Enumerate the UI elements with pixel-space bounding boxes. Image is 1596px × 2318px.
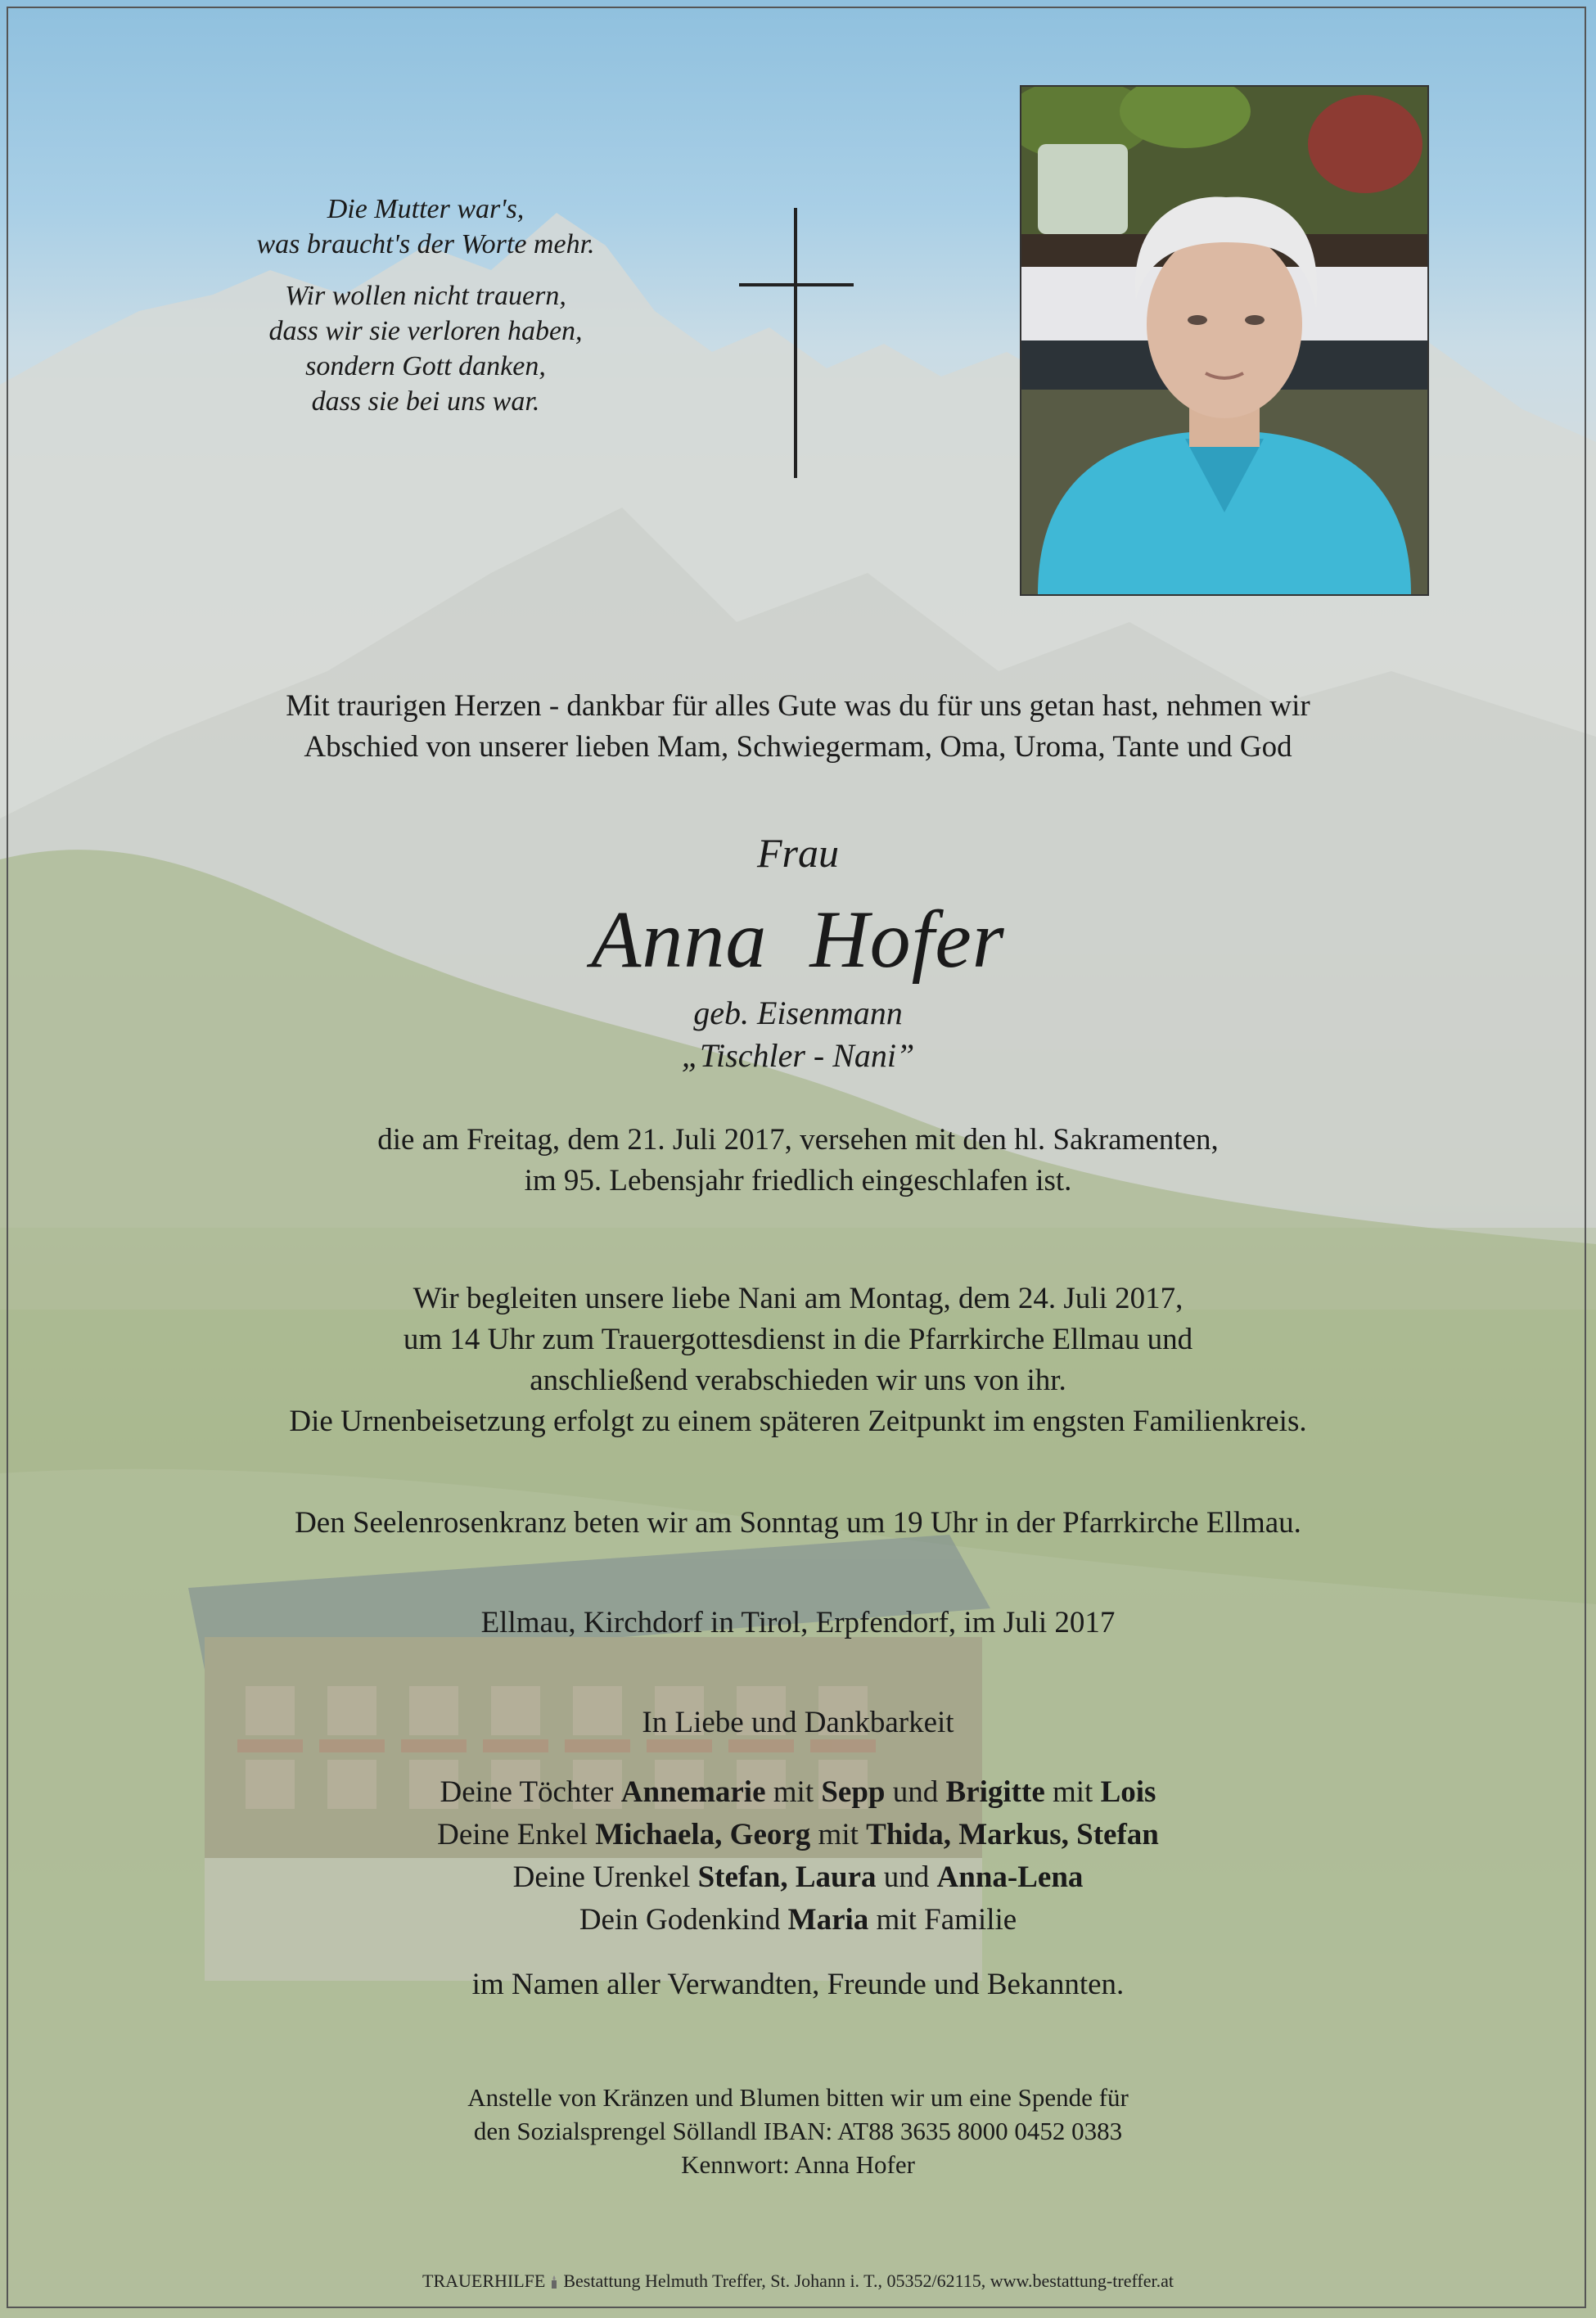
portrait-illustration [1021, 87, 1427, 594]
cross-icon [794, 208, 797, 478]
family-text: Deine Enkel [437, 1818, 596, 1851]
verse-block [147, 192, 704, 419]
place-date: Ellmau, Kirchdorf in Tirol, Erpfendorf, im Juli 2017 [480, 1606, 1116, 1639]
salutation: Frau [757, 830, 839, 876]
closing-line: In Liebe und Dankbarkeit [642, 1706, 954, 1739]
verse-line: Die Mutter war's, [327, 194, 525, 224]
verse-line: sondern Gott danken, [305, 351, 546, 381]
family-member-name: Brigitte [945, 1775, 1045, 1809]
verse-line: dass sie bei uns war. [311, 386, 540, 417]
intro-line: Abschied von unserer lieben Mam, Schwiegermam, Oma, Uroma, Tante und God [304, 730, 1292, 764]
footer-text: Bestattung Helmuth Treffer, St. Johann i. T., 05352/62115, www.bestattung-treffer.at [563, 2271, 1174, 2291]
funeral-line: anschließend verabschieden wir uns von ihr. [530, 1364, 1066, 1397]
footer [0, 2271, 1596, 2292]
verse-line: was braucht's der Worte mehr. [256, 229, 595, 259]
family-member-name: Michaela, Georg [595, 1818, 811, 1851]
death-notice [0, 1120, 1596, 1202]
family-member-name: Stefan, Laura [697, 1860, 877, 1894]
verse-line: Wir wollen nicht trauern, [285, 281, 566, 311]
family-text: und [876, 1860, 937, 1894]
family-text: mit [765, 1775, 822, 1809]
family-list [0, 1771, 1596, 1941]
family-text: mit [1044, 1775, 1101, 1809]
birth-name: geb. Eisenmann [693, 994, 903, 1031]
funeral-line: Die Urnenbeisetzung erfolgt zu einem späteren Zeitpunkt im engsten Familienkreis. [289, 1405, 1307, 1438]
family-member-name: Annemarie [620, 1775, 766, 1809]
candle-icon [548, 2275, 560, 2289]
funeral-line: Wir begleiten unsere liebe Nani am Montag, dem 24. Juli 2017, [413, 1282, 1183, 1315]
family-text: Dein Godenkind [579, 1903, 788, 1937]
family-text: Deine Töchter [440, 1775, 621, 1809]
donation-line: Anstelle von Kränzen und Blumen bitten wir um eine Spende für [467, 2083, 1129, 2112]
family-godchild [0, 1899, 1596, 1941]
relatives-line: im Namen aller Verwandten, Freunde und Bekannten. [471, 1968, 1125, 2001]
family-member-name: Lois [1100, 1775, 1156, 1809]
verse-line: dass wir sie verloren haben, [268, 316, 583, 346]
funeral-line: um 14 Uhr zum Trauergottesdienst in die Pfarrkirche Ellmau und [403, 1323, 1193, 1356]
portrait-photo [1020, 85, 1429, 596]
family-text: mit Familie [868, 1903, 1017, 1937]
death-notice-line: die am Freitag, dem 21. Juli 2017, versehen mit den hl. Sakramenten, [377, 1123, 1219, 1157]
rosary-info: Den Seelenrosenkranz beten wir am Sonntag um 19 Uhr in der Pfarrkirche Ellmau. [295, 1506, 1301, 1540]
cross-icon-bar [739, 283, 854, 286]
donation-line: den Sozialsprengel Söllandl IBAN: AT88 3635 8000 0452 0383 [473, 2117, 1123, 2145]
intro-line: Mit traurigen Herzen - dankbar für alles Gute was du für uns getan hast, nehmen wir [286, 689, 1310, 723]
funeral-info [0, 1279, 1596, 1442]
family-member-name: Thida, Markus, Stefan [866, 1818, 1159, 1851]
family-text: mit [810, 1818, 867, 1851]
family-daughters [0, 1771, 1596, 1814]
footer-brand: TRAUERHILFE [422, 2271, 546, 2291]
family-member-name: Anna-Lena [936, 1860, 1084, 1894]
family-member-name: Maria [787, 1903, 869, 1937]
deceased-name: Anna Hofer [591, 894, 1005, 985]
family-great-grandchildren [0, 1856, 1596, 1899]
family-text: Deine Urenkel [512, 1860, 698, 1894]
family-text: und [885, 1775, 946, 1809]
nickname: „Tischler - Nani” [681, 1037, 915, 1074]
family-member-name: Sepp [821, 1775, 886, 1809]
death-notice-line: im 95. Lebensjahr friedlich eingeschlafen ist. [524, 1164, 1072, 1197]
intro-text [0, 686, 1596, 768]
donation-request [0, 2081, 1596, 2181]
donation-line: Kennwort: Anna Hofer [681, 2150, 915, 2179]
family-grandchildren [0, 1814, 1596, 1856]
